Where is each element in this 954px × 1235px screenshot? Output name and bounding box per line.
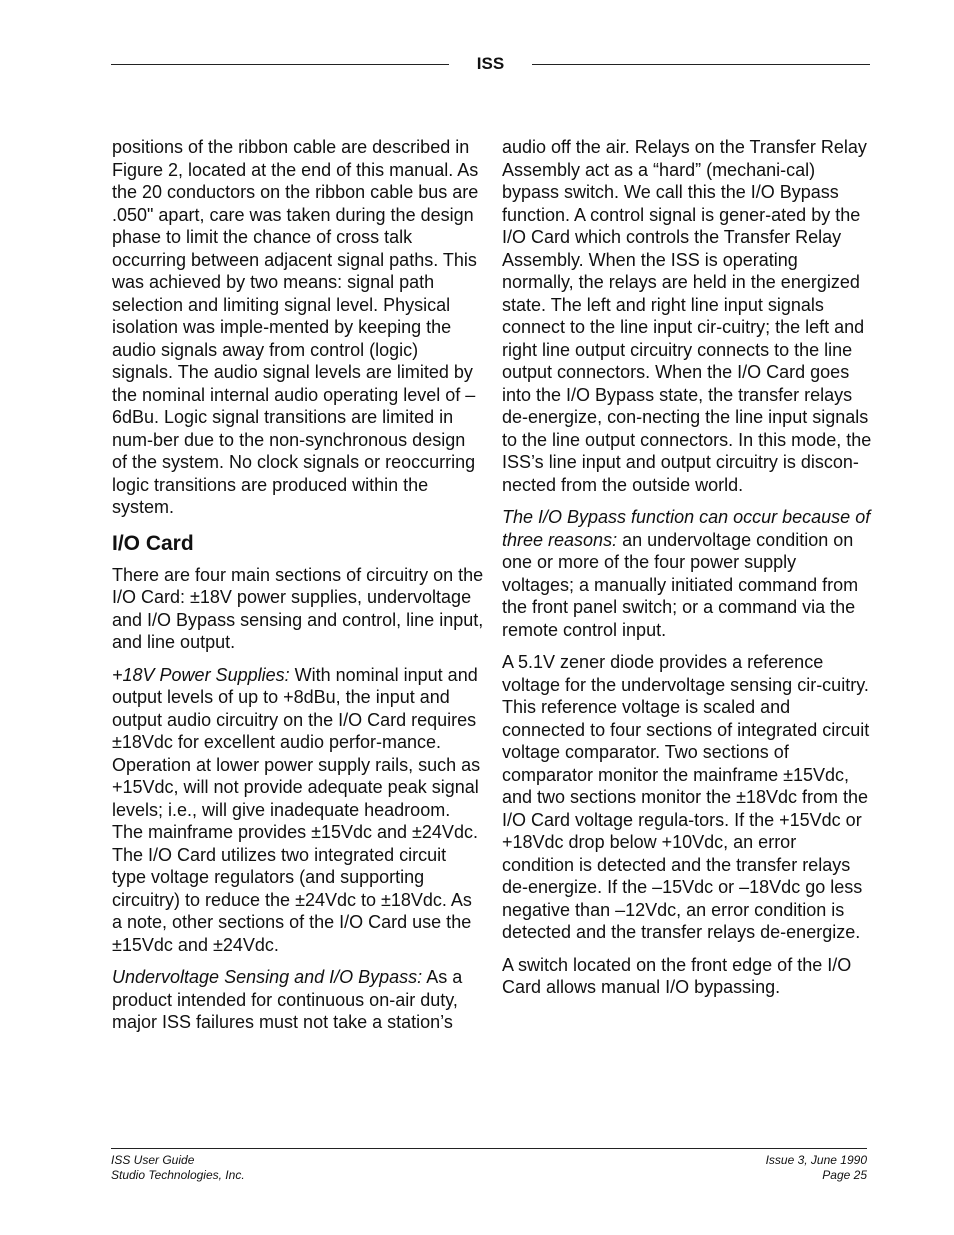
paragraph-lead: The I/O Bypass function can occur because of three reasons: bbox=[502, 507, 871, 550]
paragraph-body: With nominal input and output levels of up to +8dBu, the input and output audio circuitry on the I/O Card requires ±18Vdc for excellent audio perfor-mance. Operation at lower power supply rails, such as +15Vdc, will not provide adequate peak signal levels; i.e., will give inadequate headroom. The mainframe provides ±15Vdc and ±24Vdc. The I/O Card utilizes two integrated circuit type voltage regulators (and supporting circuitry) to reduce the ±24Vdc to ±18Vdc. As a note, other sections of the I/O Card use the ±15Vdc and ±24Vdc. bbox=[112, 664, 481, 955]
footer-page-number: Page 25 bbox=[822, 1168, 867, 1182]
paragraph-lead: +18V Power Supplies: bbox=[112, 664, 290, 685]
header-rule-left bbox=[111, 64, 449, 65]
paragraph-body: As a product intended for continuous on-air duty, major ISS failures must not take a station’s bbox=[112, 967, 463, 1032]
section-heading-io-card: I/O Card bbox=[112, 531, 194, 555]
footer-company: Studio Technologies, Inc. bbox=[111, 1168, 245, 1182]
footer-issue: Issue 3, June 1990 bbox=[765, 1153, 867, 1167]
paragraph-bypass-reasons bbox=[502, 506, 872, 641]
paragraph-zener-reference: A 5.1V zener diode provides a reference voltage for the undervoltage sensing cir-cuitry. This reference voltage is scaled and connected to four sections of integrated circuit voltage comparator. Two sections of comparator monitor the mainframe ±15Vdc, and two sections monitor the ±18Vdc from the I/O Card voltage regula-tors. If the +15Vdc or +18Vdc drop below +10Vdc, an error condition is detected and the transfer relays de-energize. If the –15Vdc or –18Vdc go less negative than –12Vdc, an error condition is detected and the transfer relays de-energize. bbox=[502, 652, 870, 942]
paragraph-manual-switch: A switch located on the front edge of the I/O Card allows manual I/O bypassing. bbox=[502, 954, 852, 997]
page-header bbox=[111, 52, 870, 78]
footer-document-title: ISS User Guide bbox=[111, 1153, 195, 1167]
footer-right bbox=[766, 1153, 867, 1183]
right-column bbox=[502, 136, 872, 1009]
left-column bbox=[112, 136, 484, 1044]
header-title: ISS bbox=[476, 54, 505, 73]
header-rule-right bbox=[532, 64, 870, 65]
paragraph-bypass-relays: audio off the air. Relays on the Transfer Relay Assembly act as a “hard” (mechani-cal) bypass switch. We call this the I/O Bypass function. A control signal is gener-ated by the I/O Card which controls the Transfer Relay Assembly. When the ISS is operating normally, the relays are held in the energized state. The left and right line input signals connect to the line input cir-cuitry; the left and right line output circuitry connects to the line output connectors. When the I/O Card goes into the I/O Bypass state, the transfer relays de-energize, con-necting the line input signals to the line output connectors. In this mode, the ISS’s line input and output circuitry is discon-nected from the outside world. bbox=[502, 137, 872, 495]
paragraph-lead: Undervoltage Sensing and I/O Bypass: bbox=[112, 967, 423, 987]
footer-left bbox=[111, 1153, 245, 1183]
paragraph-power-supplies bbox=[112, 664, 484, 957]
page-footer bbox=[111, 1148, 867, 1182]
paragraph-ribbon-cable: positions of the ribbon cable are described in Figure 2, located at the end of this manual. As the 20 conductors on the ribbon cable bus are .050" apart, care was taken during the design phase to limit the chance of cross talk occurring between adjacent signal paths. This was achieved by two means: signal path selection and limiting signal level. Physical isolation was imple-mented by keeping the audio signals away from control (logic) signals. The audio signal levels are limited by the nominal internal audio operating level of –6dBu. Logic signal transitions are limited in num-ber due to the non-synchronous design of the system. No clock signals or reoccurring logic transitions are produced within the system. bbox=[112, 137, 479, 517]
paragraph-body: an undervoltage condition on one or more of the four power supply voltages; a manually initiated command from the front panel switch; or a command via the remote control input. bbox=[502, 529, 859, 640]
paragraph-undervoltage bbox=[112, 966, 484, 1034]
paragraph-main-sections: There are four main sections of circuitry on the I/O Card: ±18V power supplies, undervoltage and I/O Bypass sensing and control, line input, and line output. bbox=[112, 564, 484, 652]
